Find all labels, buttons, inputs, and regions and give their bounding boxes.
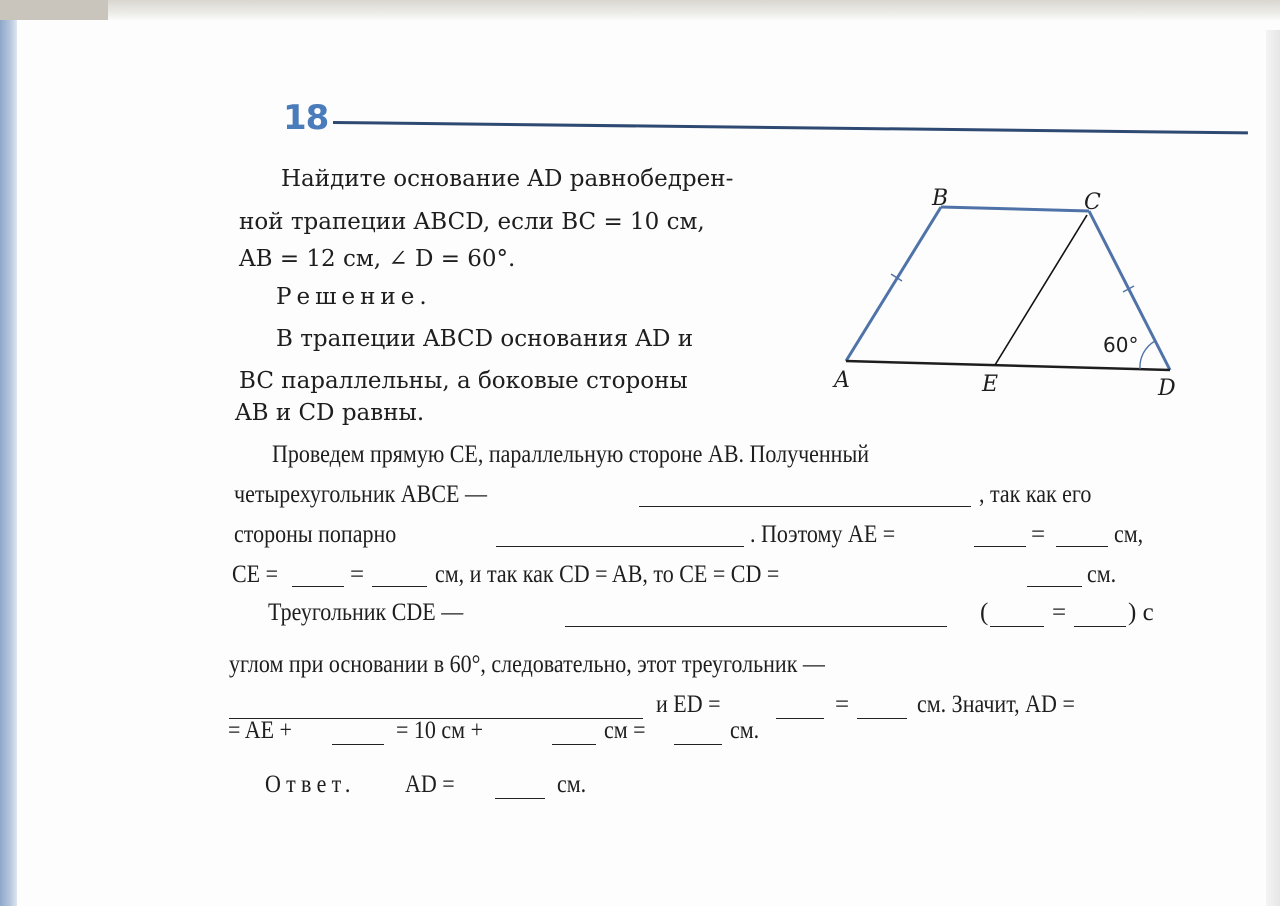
p2-l4-eq: = — [350, 561, 365, 588]
p2-l3-unit: см, — [1114, 521, 1144, 548]
p3-l3-text-a: и ED = — [656, 691, 721, 718]
p3-l1-paren-open: ( — [980, 599, 989, 626]
p2-l2-text-b: , так как его — [979, 481, 1092, 508]
solution-p3-line-2: углом при основании в 60°, следовательно, этот треугольник — — [229, 651, 825, 678]
p2-l4-unit: см. — [1087, 561, 1117, 588]
solution-p1-line-3: AB и CD равны. — [235, 400, 425, 426]
p2-l4-text-a: CE = — [232, 561, 279, 588]
p3-l1-text-d: ) с — [1128, 599, 1154, 626]
solution-p2-line-1: Проведем прямую CE, параллельную стороне AB. Полученный — [272, 441, 869, 468]
p3-l4-text-d: см. — [730, 717, 760, 744]
p3-l1-text-a: Треугольник CDE — — [268, 599, 464, 626]
solution-p1-line-1: В трапеции ABCD основания AD и — [276, 326, 694, 352]
p3-l3-text-c: см. Значит, AD = — [917, 691, 1075, 718]
p2-l3-eq: = — [1031, 521, 1046, 548]
solution-heading: Решение. — [276, 284, 432, 310]
label-point-a: A — [834, 368, 850, 393]
p3-l4-text-c: см = — [604, 717, 646, 744]
label-point-d: D — [1158, 376, 1176, 401]
problem-line-2: ной трапеции ABCD, если BC = 10 см, — [239, 209, 705, 235]
answer-text-a: AD = — [405, 771, 455, 798]
p3-l1-eq: = — [1052, 599, 1067, 626]
answer-unit: см. — [557, 771, 587, 798]
p3-l4-text-b: = 10 см + — [396, 717, 484, 744]
problem-line-1: Найдите основание AD равнобедрен- — [281, 166, 734, 192]
page-number: 18 — [283, 98, 329, 138]
p3-l3-eq: = — [835, 691, 850, 718]
p3-l4-text-a: = AE + — [228, 717, 292, 744]
p2-l3-text-b: . Поэтому AE = — [750, 521, 896, 548]
p2-l2-text-a: четырехугольник ABCE — — [234, 481, 487, 508]
problem-line-3: AB = 12 см, ∠ D = 60°. — [239, 246, 516, 272]
p2-l4-text-c: см, и так как CD = AB, то CE = CD = — [435, 561, 780, 588]
label-point-b: B — [932, 186, 949, 211]
solution-p1-line-2: BC параллельны, а боковые стороны — [239, 368, 688, 394]
label-point-c: C — [1084, 190, 1101, 215]
answer-label: Ответ. — [265, 771, 356, 798]
p2-l3-text-a: стороны попарно — [234, 521, 397, 548]
angle-label: 60° — [1103, 333, 1139, 357]
label-point-e: E — [982, 372, 999, 397]
